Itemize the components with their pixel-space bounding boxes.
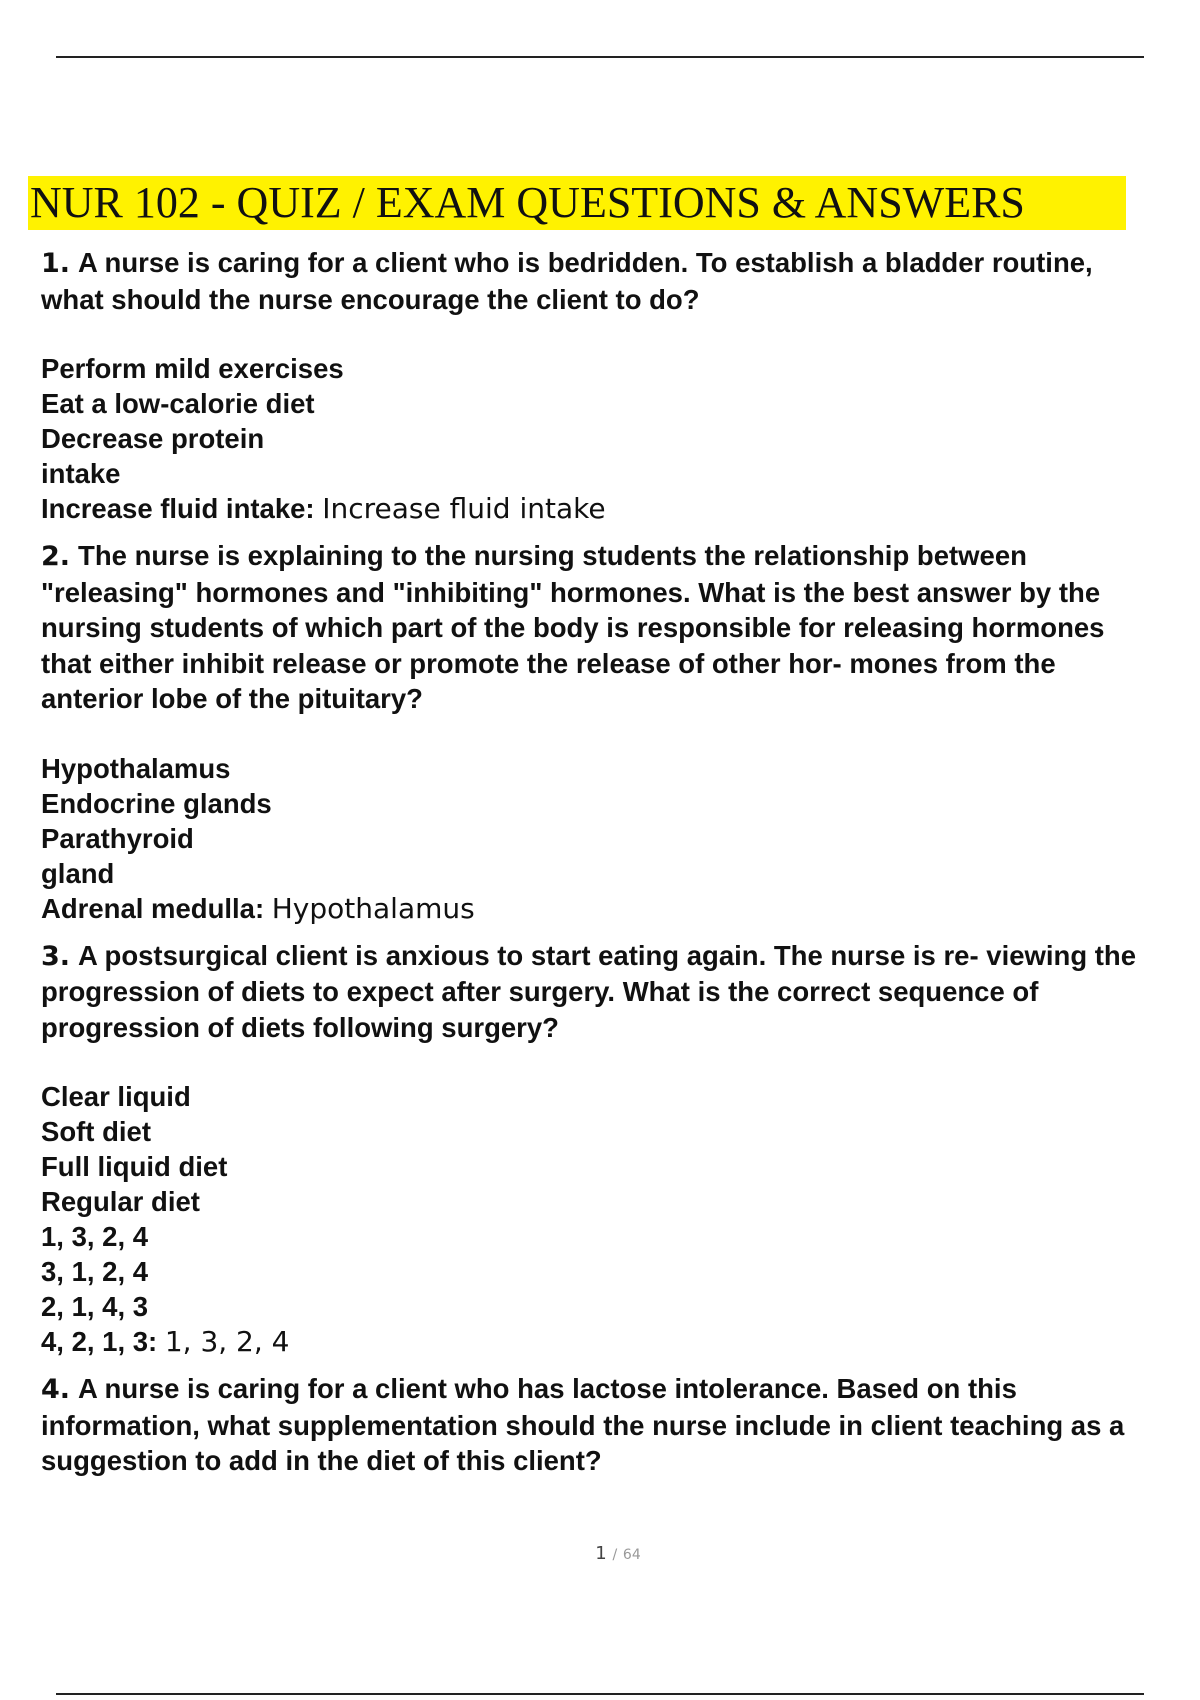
option-item: Hypothalamus [41,752,231,784]
question-body: A nurse is caring for a client who is bedridden. To establish a bladder routine, what should the nurse encourage the client to do? [41,247,1093,315]
option-item: Decrease protein [41,423,265,454]
option-item: Soft diet [41,1116,151,1147]
option-list [41,351,1161,526]
option-item: Full liquid diet [41,1151,228,1182]
option-label: Adrenal medulla: [41,892,265,924]
bottom-rule [56,1693,1144,1695]
option-item-last [41,491,1161,526]
question-text [41,538,1161,717]
option-list [41,751,1161,926]
question-number: 1. [41,248,71,279]
page-current: 1 [595,1543,607,1564]
option-item: gland [41,857,115,889]
option-item-last [41,1324,1161,1359]
question-body: The nurse is explaining to the nursing students the relationship between "releasing" hormones and "inhibiting" hormones. What is the best answer by the nursing students of which part of the body is responsible for releasing hormones that either inhibit release or promote the release of other hor- mones from the anterior lobe of the pituitary? [41,540,1105,714]
option-item: 2, 1, 4, 3 [41,1291,149,1322]
question-text [41,245,1161,317]
question-text [41,938,1161,1046]
answer-text: Increase fluid intake [322,492,606,525]
question-body: A nurse is caring for a client who has lactose intolerance. Based on this information, what supplementation should the nurse include in client teaching as a suggestion to add in the diet of this client? [41,1373,1125,1476]
question-text [41,1371,1161,1479]
page-separator: / [612,1547,618,1563]
page-title: NUR 102 - QUIZ / EXAM QUESTIONS & ANSWERS [30,178,1025,227]
option-label: 4, 2, 1, 3: [41,1326,158,1357]
option-item: 3, 1, 2, 4 [41,1256,149,1287]
option-item: intake [41,458,121,489]
option-item: Endocrine glands [41,787,272,819]
option-item: Regular diet [41,1186,200,1217]
question-list [41,240,1161,1491]
question-number: 2. [41,541,71,572]
option-item: Perform mild exercises [41,353,344,384]
question-body: A postsurgical client is anxious to start eating again. The nurse is re- viewing the progression of diets to expect after surgery. What is the correct sequence of progression of diets following surgery? [41,939,1137,1043]
option-item: Parathyroid [41,822,194,854]
option-item: 1, 3, 2, 4 [41,1221,149,1252]
option-item-last [41,891,1161,926]
option-item: Clear liquid [41,1081,191,1112]
question-block [41,538,1161,926]
option-item: Eat a low-calorie diet [41,388,315,419]
question-block [41,1371,1161,1479]
page-total: 64 [622,1547,641,1563]
question-block [41,938,1161,1360]
page-indicator [0,1543,1200,1564]
answer-text: Hypothalamus [271,891,475,925]
option-label: Increase fluid intake: [41,493,315,524]
option-list [41,1079,1161,1359]
question-block [41,245,1161,526]
top-rule [56,56,1144,58]
answer-text: 1, 3, 2, 4 [164,1325,290,1358]
question-number: 4. [41,1374,71,1405]
question-number: 3. [41,940,71,972]
